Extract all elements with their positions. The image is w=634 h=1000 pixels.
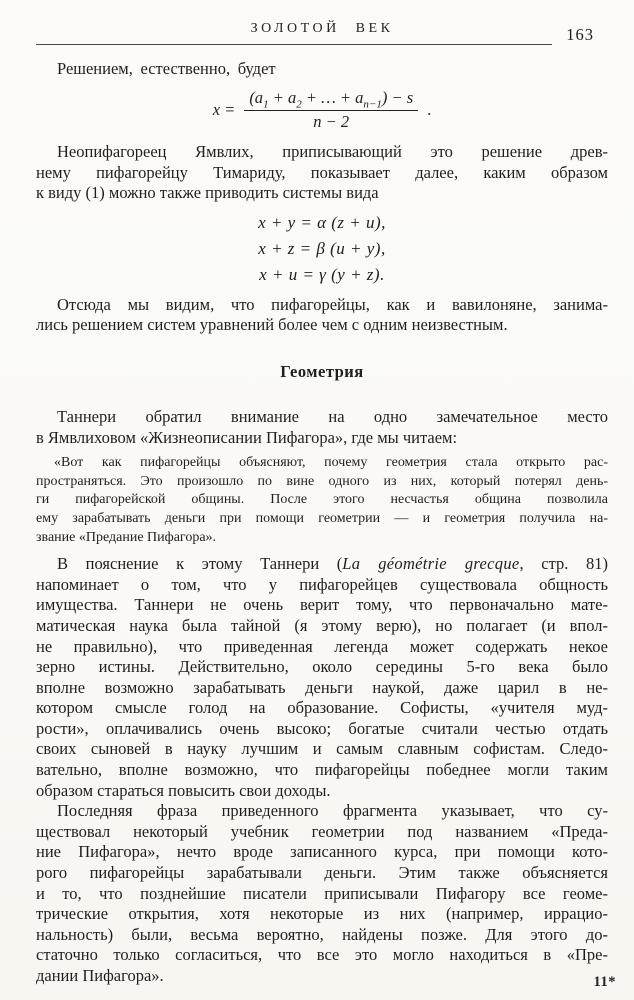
paragraph-iamblichus	[36, 142, 608, 204]
equation-line-2: x + z = β (u + y),	[258, 238, 386, 258]
text-line: лись решением систем уравнений более чем с одним неизвестным.	[36, 315, 508, 335]
text-line: напоминает о том, что у пифагорейцев существовала общность	[36, 574, 608, 594]
text-fragment: (a	[249, 88, 264, 107]
text-line: Отсюда мы видим, что пифагорейцы, как и вавилоняне, занима-	[57, 294, 608, 314]
formula-fraction	[244, 88, 418, 132]
book-title-italic: La géométrie grecque	[342, 554, 520, 574]
text-line: своих сыновей в науку лучшим и самым славным софистам. Следо-	[36, 739, 608, 759]
paragraph-intro: Решением, естественно, будет	[57, 59, 276, 78]
text-line: и то, что позднейшие писатели приписывали Пифагору все геоме-	[36, 883, 608, 903]
formula-solution	[36, 88, 608, 132]
text-fragment: В пояснение к этому Таннери (	[57, 554, 343, 574]
subscript-2: 2	[296, 98, 302, 111]
text-line: вательно, вполне возможно, что пифагорейцы победнее могли таким	[36, 760, 608, 780]
running-head: ЗОЛОТОЙ ВЕК	[250, 21, 394, 36]
text-line: ги пифагорейской общины. После этого несчастья община позволила	[36, 492, 608, 508]
signature-mark: 11*	[593, 974, 616, 990]
text-line: ему зарабатывать деньги при помощи геометрии — и геометрия получила на-	[36, 510, 608, 526]
text-fragment: , стр. 81)	[519, 554, 609, 574]
page-number: 163	[566, 25, 594, 44]
paragraph-tannery-intro	[36, 407, 608, 448]
text-line: матическая наука была тайной (я этому верю), но полагает (и впол-	[36, 615, 608, 635]
text-line: в Ямвлиховом «Жизнеописании Пифагора», где мы читаем:	[36, 427, 458, 447]
header-rule	[36, 44, 552, 45]
text-line: рости», оплачивались очень высоко; богатые считали честью отдать	[36, 718, 608, 738]
text-line: звание «Предание Пифагора».	[36, 529, 217, 545]
text-line: пространяться. Это произошло по вине одного из них, который потерял день-	[36, 473, 608, 489]
subscript-n-1: n−1	[363, 98, 382, 111]
text-line: статочно только согласиться, что все это могло находиться в «Пре-	[36, 945, 608, 965]
text-line: Таннери обратил внимание на одно замечательное место	[57, 406, 608, 426]
paragraph-tradition	[36, 801, 608, 986]
text-line: Неопифагореец Ямвлих, приписывающий это решение древ-	[57, 142, 608, 161]
text-line: не правильно), что приведенная легенда может содержать некое	[36, 636, 608, 656]
text-line: рого пифагорейцы зарабатывали деньги. Этим также объясняется	[36, 863, 608, 883]
text-fragment: + a	[268, 88, 297, 107]
equation-line-3: x + u = γ (y + z).	[259, 264, 385, 284]
text-line: дании Пифагора».	[36, 966, 164, 985]
section-heading-geometry: Геометрия	[280, 361, 364, 381]
page-header	[36, 0, 608, 46]
text-line: котором смысле голод на образование. Софисты, «учителя муд-	[36, 698, 608, 718]
text-line: нему пифагорейцу Тимариду, показывает далее, каким образом	[36, 162, 608, 182]
text-line	[36, 554, 608, 575]
text-line: вполне возможно зарабатывать деньги наукой, даже царил в не-	[36, 677, 608, 697]
text-line: ществовал некоторый учебник геометрии под названием «Преда-	[36, 821, 608, 841]
text-fragment: ) − s	[381, 88, 414, 107]
formula-period: .	[427, 100, 432, 119]
equation-line-1: x + y = α (z + u),	[258, 212, 386, 232]
formula-numerator	[244, 88, 418, 111]
page-content	[36, 58, 608, 987]
text-line: «Вот как пифагорейцы объясняют, почему геометрия стала открыто рас-	[54, 455, 608, 471]
equation-system	[36, 210, 608, 288]
text-line: нальность) были, весьма вероятно, найдены позже. Для этого до-	[36, 924, 608, 944]
text-line: ние Пифагора», нечто вроде записанного курса, при помощи кото-	[36, 842, 608, 862]
text-line: Последняя фраза приведенного фрагмента указывает, что су-	[57, 801, 608, 821]
text-line: зерно истины. Действительно, около середины 5-го века было	[36, 657, 608, 677]
text-fragment: + … + a	[301, 88, 364, 107]
text-line: имущества. Таннери не очень верит тому, что первоначально мате-	[36, 595, 608, 615]
paragraph-conclusion	[36, 295, 608, 336]
quote-block	[36, 454, 608, 547]
formula-lhs: x =	[212, 100, 236, 119]
formula-denominator: n − 2	[313, 112, 350, 131]
paragraph-tannery-main	[36, 554, 608, 801]
text-line: трические открытия, хотя некоторые из них (например, иррацио-	[36, 904, 608, 924]
text-line: образом стараться повысить свои доходы.	[36, 780, 331, 800]
text-line: к виду (1) можно также приводить системы вида	[36, 183, 379, 203]
subscript-1: 1	[263, 98, 269, 111]
